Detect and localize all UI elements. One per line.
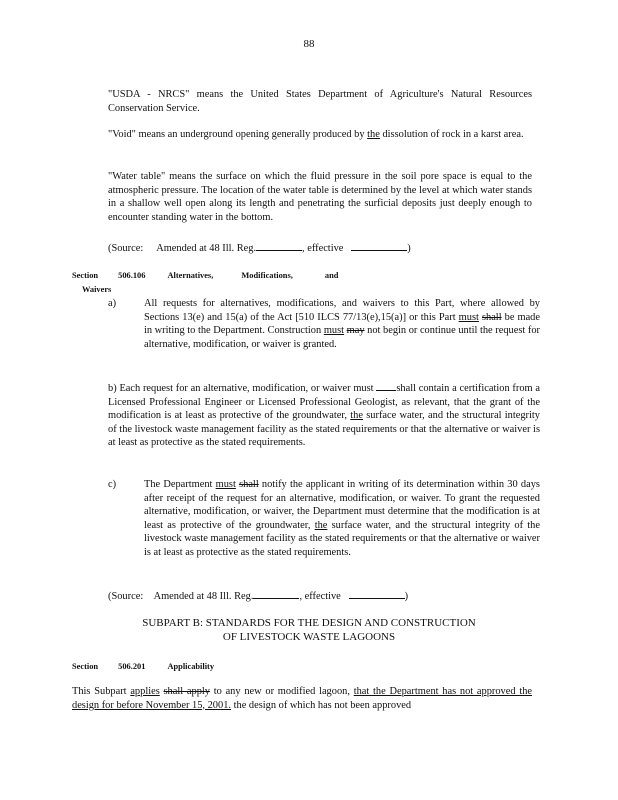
definition-text: dissolution of rock in a karst area.: [379, 129, 524, 140]
subpart-title-line: OF LIVESTOCK WASTE LAGOONS: [222, 631, 396, 643]
source-note: [108, 588, 532, 604]
subpart-heading: [0, 616, 618, 644]
subsection-marker: a): [108, 298, 117, 309]
deleted-text: shall: [481, 311, 502, 323]
definition-term: "Water table": [108, 171, 166, 182]
definition-usda-nrcs: [108, 88, 532, 115]
blank-line: [256, 240, 302, 251]
inserted-text: that the Department has not approved the design for before November 15, 2001.: [72, 686, 533, 711]
definition-term: "USDA - NRCS": [108, 89, 190, 100]
source-effective: , effective: [302, 243, 344, 254]
definition-void: [108, 128, 532, 142]
subsection-text: surface water, and the structural integrity of the livestock waste management facility as the stated requirements or that the alternative or waiver is at least as protective as the stated requirements.: [144, 519, 540, 558]
inserted-text: applies: [130, 686, 160, 697]
definition-text: means the surface on which the fluid pressure in the soil pore space is equal to the atmospheric pressure. The location of the water table is determined by the level at which water stands in a shallow well open along its length and penetrating the surficial deposits just deeply enough to encounter standing water in the bottom.: [108, 171, 532, 223]
paragraph-text: the design of which has not been approved: [233, 699, 412, 711]
applicability-paragraph: [72, 685, 532, 712]
source-close: ): [404, 591, 409, 602]
blank-line: [376, 380, 396, 391]
blank-line: [351, 240, 407, 251]
subsection-marker: c): [108, 479, 117, 490]
inserted-text: must: [323, 325, 345, 337]
source-close: ): [407, 243, 411, 254]
subsection-text: be made in writing to the Department. Construction: [144, 311, 540, 337]
subsection-text: All requests for alternatives, modifications, and waivers to this Part, where allowed by Sections 13(e) and 15(a) of the Act [510 ILCS 77/13(e),15(a)] or this Part: [144, 298, 540, 323]
inserted-text: the: [314, 519, 328, 531]
section-heading: [72, 269, 372, 296]
section-title: Applicability: [167, 662, 215, 671]
section-title: Alternatives,: [167, 271, 214, 280]
subsection-text: Each request for an alternative, modification, or waiver must: [119, 383, 374, 394]
definition-water-table: [108, 170, 532, 224]
subsection-text: surface water, and the structural integrity of the livestock waste management facility as the stated requirements or that the alternative or waiver is at least as protective as the stated requirements.: [108, 410, 540, 449]
subsection-text: not begin or continue until the request for alternative, modification, or waiver is granted.: [144, 325, 540, 350]
source-note: [108, 240, 532, 256]
subsection-a: [108, 297, 540, 351]
section-number: 506.106: [118, 271, 146, 280]
paragraph-text: This Subpart: [72, 686, 127, 697]
section-title: Modifications,: [241, 271, 293, 280]
subsection-text: notify the applicant in writing of its determination within 30 days after receipt of the request for an alternative, modification, or waiver. To grant the requested alternative, modification, or waiver, the Department must determine that the modification is at least as protective of the groundwater,: [144, 479, 540, 531]
inserted-text: the: [350, 410, 363, 422]
deleted-text: may: [346, 325, 365, 337]
blank-line: [253, 588, 299, 599]
subsection-marker: b): [108, 383, 117, 394]
subsection-c: [108, 478, 540, 560]
subpart-title-line: SUBPART B: STANDARDS FOR THE DESIGN AND CONSTRUCTION: [142, 617, 476, 629]
definition-text: means an underground opening generally produced by: [135, 129, 365, 140]
source-prefix: (Source:: [108, 591, 144, 602]
source-effective: , effective: [299, 591, 341, 602]
section-label: Section: [72, 662, 99, 671]
definition-text: means the United States Department of Agriculture's Natural Resources Conservation Service.: [108, 89, 532, 114]
deleted-text: shall apply: [163, 686, 210, 697]
section-title: and: [324, 271, 339, 280]
page-number: 88: [303, 38, 315, 50]
source-text: Amended at 48 Ill. Reg.: [156, 243, 257, 254]
subsection-text: The Department: [144, 479, 213, 490]
blank-line: [349, 588, 405, 599]
section-heading: [72, 660, 272, 674]
section-label: Section: [72, 271, 99, 280]
subsection-text: shall contain a certification from a Licensed Professional Engineer or Licensed Professional Geologist, as relevant, that the grant of the modification is at least as protective of the groundwater,: [108, 383, 541, 422]
section-number: 506.201: [118, 662, 146, 671]
deleted-text: shall: [239, 479, 259, 490]
section-title: Waivers: [82, 284, 112, 294]
source-text: Amended at 48 Ill. Reg.: [153, 591, 254, 602]
inserted-text: must: [215, 479, 236, 490]
source-prefix: (Source:: [108, 243, 144, 254]
inserted-text: the: [367, 129, 380, 140]
subsection-b: [108, 380, 540, 450]
inserted-text: must: [458, 311, 479, 323]
paragraph-text: to any new or modified lagoon,: [209, 686, 350, 697]
definition-term: "Void": [108, 129, 136, 140]
